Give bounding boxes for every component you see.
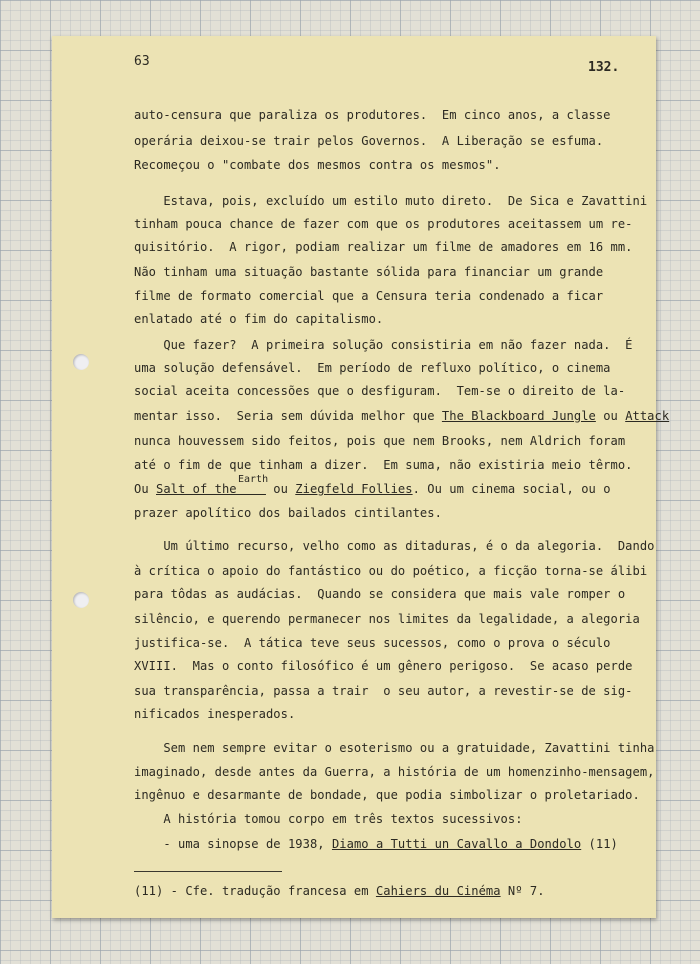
line-text: Sem nem sempre evitar o esoterismo ou a gratuidade, Zavattini tinha — [134, 741, 655, 755]
line-text: . Ou um cinema social, ou o — [412, 482, 611, 496]
line-text: sua transparência, passa a trair o seu autor, a revestir-se de sig- — [134, 684, 633, 698]
underlined-title: Salt of the — [156, 482, 266, 496]
text-line — [134, 384, 625, 398]
line-text: tinham pouca chance de fazer com que os produtores aceitassem um re- — [134, 217, 633, 231]
line-text: auto-censura que paraliza os produtores. Em cinco anos, a classe — [134, 108, 611, 122]
text-line — [134, 361, 611, 375]
text-line — [134, 289, 603, 303]
footnote-text: (11) - Cfe. tradução francesa em — [134, 884, 376, 898]
line-text: Estava, pois, excluído um estilo muto direto. De Sica e Zavattini — [134, 194, 648, 208]
footnote-title: Cahiers du Cinéma — [375, 884, 501, 898]
line-text: silêncio, e querendo permanecer nos limites da legalidade, a alegoria — [134, 612, 640, 626]
text-line — [134, 659, 633, 673]
line-text: Que fazer? A primeira solução consistiria em não fazer nada. É — [134, 338, 633, 352]
line-text: operária deixou-se trair pelos Governos. A Liberação se esfuma. — [134, 134, 604, 148]
text-line — [134, 788, 640, 802]
text-line — [134, 837, 618, 851]
line-text: justifica-se. A tática teve seus sucessos, como o prova o século — [134, 636, 611, 650]
text-line — [134, 338, 633, 352]
text-line — [134, 108, 611, 122]
line-text: (11) — [581, 837, 618, 851]
line-text: Um último recurso, velho como as ditaduras, é o da alegoria. Dando — [134, 539, 655, 553]
handwritten-page-number: 63 — [134, 54, 150, 69]
text-line — [134, 265, 603, 279]
line-text: social aceita concessões que o desfiguram. Tem-se o direito de la- — [134, 384, 626, 398]
line-text: uma solução defensável. Em período de refluxo político, o cinema — [134, 361, 611, 375]
text-line — [134, 684, 633, 698]
line-text: mentar isso. Seria sem dúvida melhor que — [134, 409, 442, 423]
footnote-rule — [134, 871, 282, 872]
text-line — [134, 134, 603, 148]
text-line — [134, 240, 633, 254]
line-text: - uma sinopse de 1938, — [134, 837, 332, 851]
line-text: à crítica o apoio do fantástico ou do poético, a ficção torna-se álibi — [134, 564, 648, 578]
text-line — [134, 409, 669, 423]
line-text: prazer apolítico dos bailados cintilantes. — [134, 506, 442, 520]
line-text: ou — [595, 409, 626, 423]
line-text: ingênuo e desarmante de bondade, que podia simbolizar o proletariado. — [134, 788, 640, 802]
text-line — [134, 741, 655, 755]
text-line — [134, 812, 523, 826]
punch-hole-top — [73, 354, 89, 370]
line-text: filme de formato comercial que a Censura teria condenado a ficar — [134, 289, 604, 303]
line-text: enlatado até o fim do capitalismo. — [134, 312, 384, 326]
text-line — [134, 194, 647, 208]
text-line — [134, 482, 611, 496]
underlined-title: Diamo a Tutti un Cavallo a Dondolo — [331, 837, 582, 851]
text-line — [134, 612, 640, 626]
footnote-tail: Nº 7. — [500, 884, 545, 898]
line-text: nunca houvessem sido feitos, pois que nem Brooks, nem Aldrich foram — [134, 434, 626, 448]
text-line — [134, 506, 442, 520]
text-line — [134, 564, 647, 578]
interlinear-insert: Earth — [238, 474, 269, 485]
text-line — [134, 458, 633, 472]
text-line — [134, 539, 655, 553]
punch-hole-bottom — [73, 592, 89, 608]
line-text: quisitório. A rigor, podiam realizar um filme de amadores em 16 mm. — [134, 240, 633, 254]
underlined-title: The Blackboard Jungle — [441, 409, 596, 423]
typed-page-number: 132. — [588, 60, 620, 75]
line-text: até o fim de que tinham a dizer. Em suma, não existiria meio têrmo. — [134, 458, 633, 472]
typed-page — [52, 36, 670, 918]
text-line — [134, 765, 655, 779]
text-line — [134, 312, 383, 326]
text-line — [134, 587, 625, 601]
line-text: Não tinham uma situação bastante sólida para financiar um grande — [134, 265, 604, 279]
text-line — [134, 636, 611, 650]
text-line — [134, 707, 295, 721]
line-text: ou — [265, 482, 296, 496]
underlined-title: Attack — [625, 409, 670, 423]
line-text: para tôdas as audácias. Quando se considera que mais vale romper o — [134, 587, 626, 601]
underlined-title: Ziegfeld Follies — [295, 482, 413, 496]
line-text: Ou — [134, 482, 156, 496]
footnote — [134, 884, 545, 898]
line-text: nificados inesperados. — [134, 707, 296, 721]
text-line — [134, 158, 501, 172]
line-text: A história tomou corpo em três textos sucessivos: — [134, 812, 523, 826]
line-text: imaginado, desde antes da Guerra, a história de um homenzinho-mensagem, — [134, 765, 655, 779]
line-text: Recomeçou o "combate dos mesmos contra os mesmos". — [134, 158, 501, 172]
text-line — [134, 217, 633, 231]
line-text: XVIII. Mas o conto filosófico é um gênero perigoso. Se acaso perde — [134, 659, 633, 673]
text-line — [134, 434, 625, 448]
